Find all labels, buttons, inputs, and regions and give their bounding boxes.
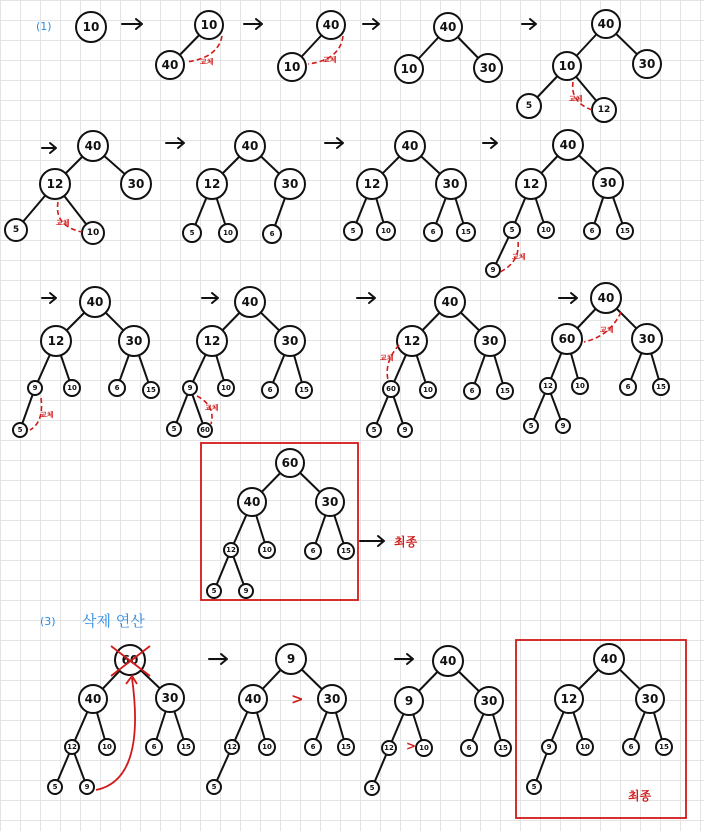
heap-node-value: 15 [299,386,309,394]
heap-node-value: 9 [32,384,38,392]
heap-node-value: 10 [423,386,433,394]
heap-node-value: 5 [211,587,217,595]
heap-node-value: 60 [281,456,299,470]
heap-node-value: 10 [86,228,100,238]
heap-node-value: 9 [560,422,566,430]
heap-node-value: 6 [628,743,634,751]
heap-node-value: 5 [17,426,23,434]
swap-label: 교체 [380,354,394,362]
arrow-right-icon [395,654,413,664]
heap-node-value: 60 [558,332,576,346]
heap-node-value: 40 [597,291,615,305]
section-label: (3) [40,615,56,628]
heap-node-value: 9 [490,266,496,274]
heap-node-value: 6 [267,386,273,394]
arrow-right-icon [363,19,379,29]
heap-node-value: 6 [269,230,275,238]
heap-node-value: 5 [52,783,58,791]
heap-node-value: 5 [350,227,356,235]
swap-label: 교체 [600,326,614,334]
heap-node-value: 12 [384,744,394,752]
swap-label: 교체 [56,219,70,227]
swap-label: 교체 [323,56,337,64]
heap-node-value: 12 [597,105,611,115]
deletion-step-2-tree [207,644,354,794]
heap-node-value: 12 [227,743,237,751]
step-7-tree [183,131,305,243]
arrow-right-icon [166,138,184,148]
arrow-right-icon [325,138,343,148]
heap-node-value: 30 [442,177,460,191]
heap-node-value: 30 [161,691,179,705]
heap-node-value: 12 [403,334,421,348]
heap-node-value: 5 [189,229,195,237]
section-title: 삭제 연산 [82,612,145,630]
heap-node-value: 40 [597,17,615,31]
step-6-tree [5,131,151,244]
heap-node-value: 10 [541,226,551,234]
heap-node-value: 6 [625,383,631,391]
heap-node-value: 12 [67,743,77,751]
heap-node-value: 15 [498,744,508,752]
heap-node-value: 6 [151,743,157,751]
heap-node-value: 60 [386,385,396,393]
heap-node-value: 15 [620,227,630,235]
heap-node-value: 5 [211,783,217,791]
swap-label: 교체 [200,58,214,66]
swap-label: 교체 [205,404,219,412]
step-13-tree [524,283,669,433]
heap-node-value: 12 [46,177,64,191]
arrow-right-icon [522,19,536,29]
arrow-right-icon [483,138,497,148]
step-3-tree [278,11,345,81]
heap-node-value: 6 [430,228,436,236]
heap-node-value: 10 [262,546,272,554]
heap-node-value: 5 [528,422,534,430]
heap-node-value: 10 [221,384,231,392]
heap-node-value: 60 [121,653,139,667]
heap-node-value: 40 [322,18,340,32]
heap-node-value: 12 [203,177,221,191]
heap-node-value: 10 [400,62,418,76]
step-1-tree [76,12,106,42]
heap-node-value: 10 [381,227,391,235]
heap-node-value: 9 [286,652,296,666]
heap-node-value: 15 [146,386,156,394]
heap-node-value: 10 [223,229,233,237]
heap-node-value: 40 [241,295,259,309]
heap-node-value: 10 [558,59,576,73]
arrow-right-icon [559,293,577,303]
arrow-right-icon [244,19,262,29]
step-2-tree [156,11,223,79]
heap-node-value: 9 [404,694,414,708]
heap-node-value: 30 [479,61,497,75]
deletion-final-tree [527,644,672,794]
heap-node-value: 12 [226,546,236,554]
heap-node-value: 5 [531,783,537,791]
heap-node-value: 10 [200,18,218,32]
heap-node-value: 15 [181,743,191,751]
heap-node-value: 12 [47,334,65,348]
heap-node-value: 30 [321,495,339,509]
heap-node-value: 15 [341,743,351,751]
heap-node-value: 5 [369,784,375,792]
swap-label: 교체 [512,253,526,261]
heap-node-value: 30 [125,334,143,348]
arrow-right-icon [209,654,227,664]
step-5-tree [517,10,661,122]
heap-node-value: 30 [480,694,498,708]
heap-node-value: 15 [656,383,666,391]
heap-node-value: 5 [509,226,515,234]
arrow-right-icon [357,293,375,303]
heap-node-value: 15 [500,387,510,395]
heap-node-value: 40 [161,58,179,72]
swap-label: 교체 [40,411,54,419]
heap-node-value: 40 [401,139,419,153]
heap-node-value: 6 [310,743,316,751]
heap-node-value: 40 [86,295,104,309]
heap-node-value: 10 [575,382,585,390]
heap-node-value: 6 [589,227,595,235]
heap-node-value: 40 [439,20,457,34]
step-8-tree [344,131,475,241]
heap-node-value: 10 [82,20,100,34]
heap-node-value: 6 [466,744,472,752]
heap-node-value: 15 [341,547,351,555]
heap-node-value: 9 [546,743,552,751]
heap-node-value: 12 [203,334,221,348]
heap-node-value: 15 [461,228,471,236]
heap-node-value: 40 [241,139,259,153]
heap-node-value: 40 [84,692,102,706]
heap-node-value: 30 [127,177,145,191]
arrow-right-icon [42,143,56,153]
heap-node-value: 10 [283,60,301,74]
arrow-right-icon [42,293,56,303]
arrow-right-icon [122,19,142,29]
heap-node-value: 5 [525,101,533,111]
insertion-final-tree [207,449,354,598]
deletion-step-3-tree [365,646,511,795]
heap-node-value: 9 [187,384,193,392]
heap-node-value: 5 [171,425,177,433]
heap-node-value: 30 [481,334,499,348]
heap-node-value: 30 [323,692,341,706]
step-10-tree [13,287,159,437]
heap-node-value: 30 [638,332,656,346]
heap-node-value: 30 [638,57,656,71]
step-11-tree [167,287,312,437]
step-4-tree [395,13,502,83]
step-9-tree [486,130,633,277]
heap-node-value: 5 [371,426,377,434]
heap-node-value: 12 [363,177,381,191]
heap-node-value: 40 [243,495,261,509]
section-label: (1) [36,20,52,33]
heap-node-value: 10 [102,743,112,751]
heap-node-value: 12 [522,177,540,191]
heap-node-value: 40 [559,138,577,152]
heap-node-value: 30 [281,334,299,348]
heap-node-value: 9 [243,587,249,595]
heap-node-value: 9 [402,426,408,434]
heap-node-value: 6 [310,547,316,555]
heap-node-value: 40 [600,652,618,666]
final-label: 최종 [628,789,652,803]
arrow-right-icon [202,293,218,303]
compare-mark: > [291,690,304,708]
heap-node-value: 5 [12,225,20,235]
final-label: 최종 [394,535,418,549]
heap-node-value: 40 [84,139,102,153]
heap-node-value: 9 [84,783,90,791]
heap-node-value: 40 [439,654,457,668]
heap-node-value: 10 [262,743,272,751]
heap-node-value: 6 [114,384,120,392]
heap-node-value: 10 [67,384,77,392]
heap-node-value: 60 [200,426,210,434]
heap-node-value: 12 [560,692,578,706]
heap-node-value: 30 [281,177,299,191]
arrow-right-icon [360,536,384,546]
heap-node-value: 10 [419,744,429,752]
heap-node-value: 40 [441,295,459,309]
swap-indicator [58,202,83,232]
heap-node-value: 12 [543,382,553,390]
compare-mark: > [406,739,417,753]
heap-node-value: 30 [641,692,659,706]
heap-node-value: 10 [580,743,590,751]
heap-node-value: 6 [469,387,475,395]
heap-node-value: 15 [659,743,669,751]
swap-label: 교체 [569,95,583,103]
heap-node-value: 40 [244,692,262,706]
heap-node-value: 30 [599,176,617,190]
